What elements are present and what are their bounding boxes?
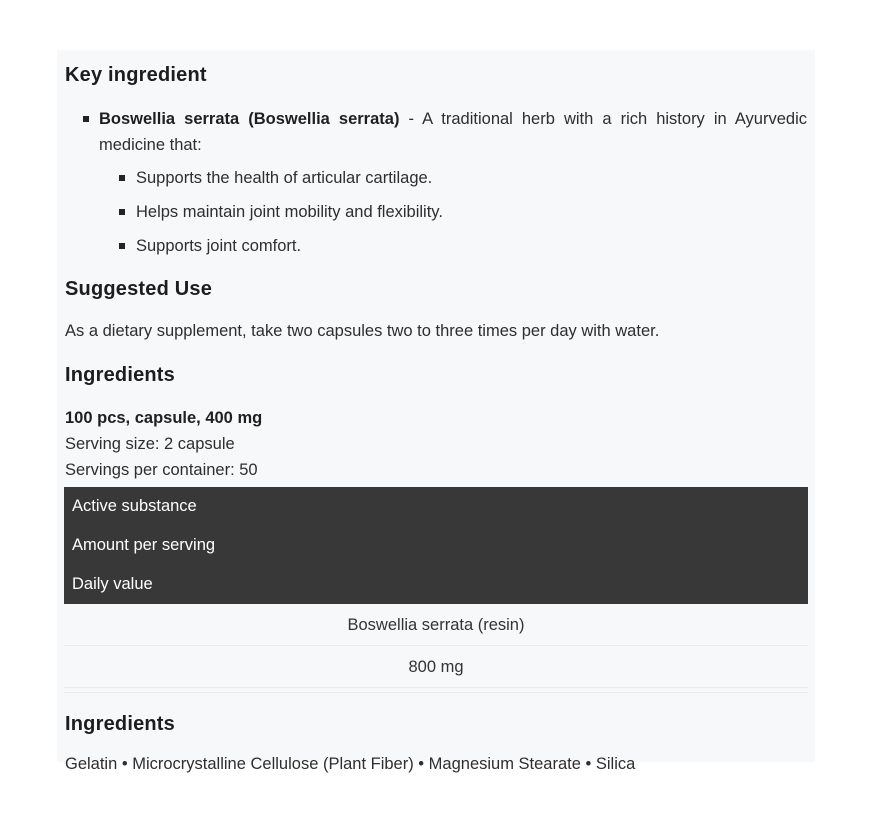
square-bullet-icon [119, 243, 125, 249]
other-ingredients-heading: Ingredients [65, 713, 175, 735]
serving-size-line: Serving size: 2 capsule [65, 435, 235, 453]
square-bullet-icon [119, 209, 125, 215]
ingredients-heading: Ingredients [65, 364, 175, 386]
square-bullet-icon [119, 175, 125, 181]
ingredient-description: - A traditional herb with a rich history in Ayurvedic medicine that: [99, 110, 807, 154]
table-header-active-substance: Active substance [64, 487, 808, 526]
benefits-list [65, 167, 807, 257]
benefit-item [99, 167, 807, 189]
key-ingredient-text [99, 106, 807, 158]
benefit-item [99, 201, 807, 223]
other-ingredients-text: Gelatin • Microcrystalline Cellulose (Plant Fiber) • Magnesium Stearate • Silica [65, 755, 636, 773]
square-bullet-icon [83, 116, 89, 122]
table-cell-amount-per-serving: 800 mg [64, 645, 808, 687]
serving-info [65, 405, 807, 483]
key-ingredient-list-item [65, 106, 807, 158]
table-cell-active-substance: Boswellia serrata (resin) [347, 616, 525, 634]
key-ingredient-heading: Key ingredient [65, 64, 207, 86]
product-description-panel [57, 50, 815, 773]
table-header-amount-per-serving: Amount per serving [64, 526, 808, 565]
benefit-text: Supports joint comfort. [136, 237, 302, 255]
product-format-line: 100 pcs, capsule, 400 mg [65, 409, 263, 427]
supplement-facts-table [64, 487, 808, 693]
benefit-item [99, 235, 807, 257]
ingredient-name: Boswellia serrata (Boswellia serrata) [99, 110, 400, 128]
table-header-daily-value: Daily value [64, 565, 808, 604]
servings-per-container-line: Servings per container: 50 [65, 461, 258, 479]
table-body [64, 604, 808, 693]
benefit-text: Helps maintain joint mobility and flexibility. [136, 203, 443, 221]
suggested-use-text: As a dietary supplement, take two capsules two to three times per day with water. [65, 322, 660, 340]
suggested-use-heading: Suggested Use [65, 278, 213, 300]
benefit-text: Supports the health of articular cartilage. [136, 169, 433, 187]
table-cell-daily-value [64, 687, 808, 693]
table-header [64, 487, 808, 604]
